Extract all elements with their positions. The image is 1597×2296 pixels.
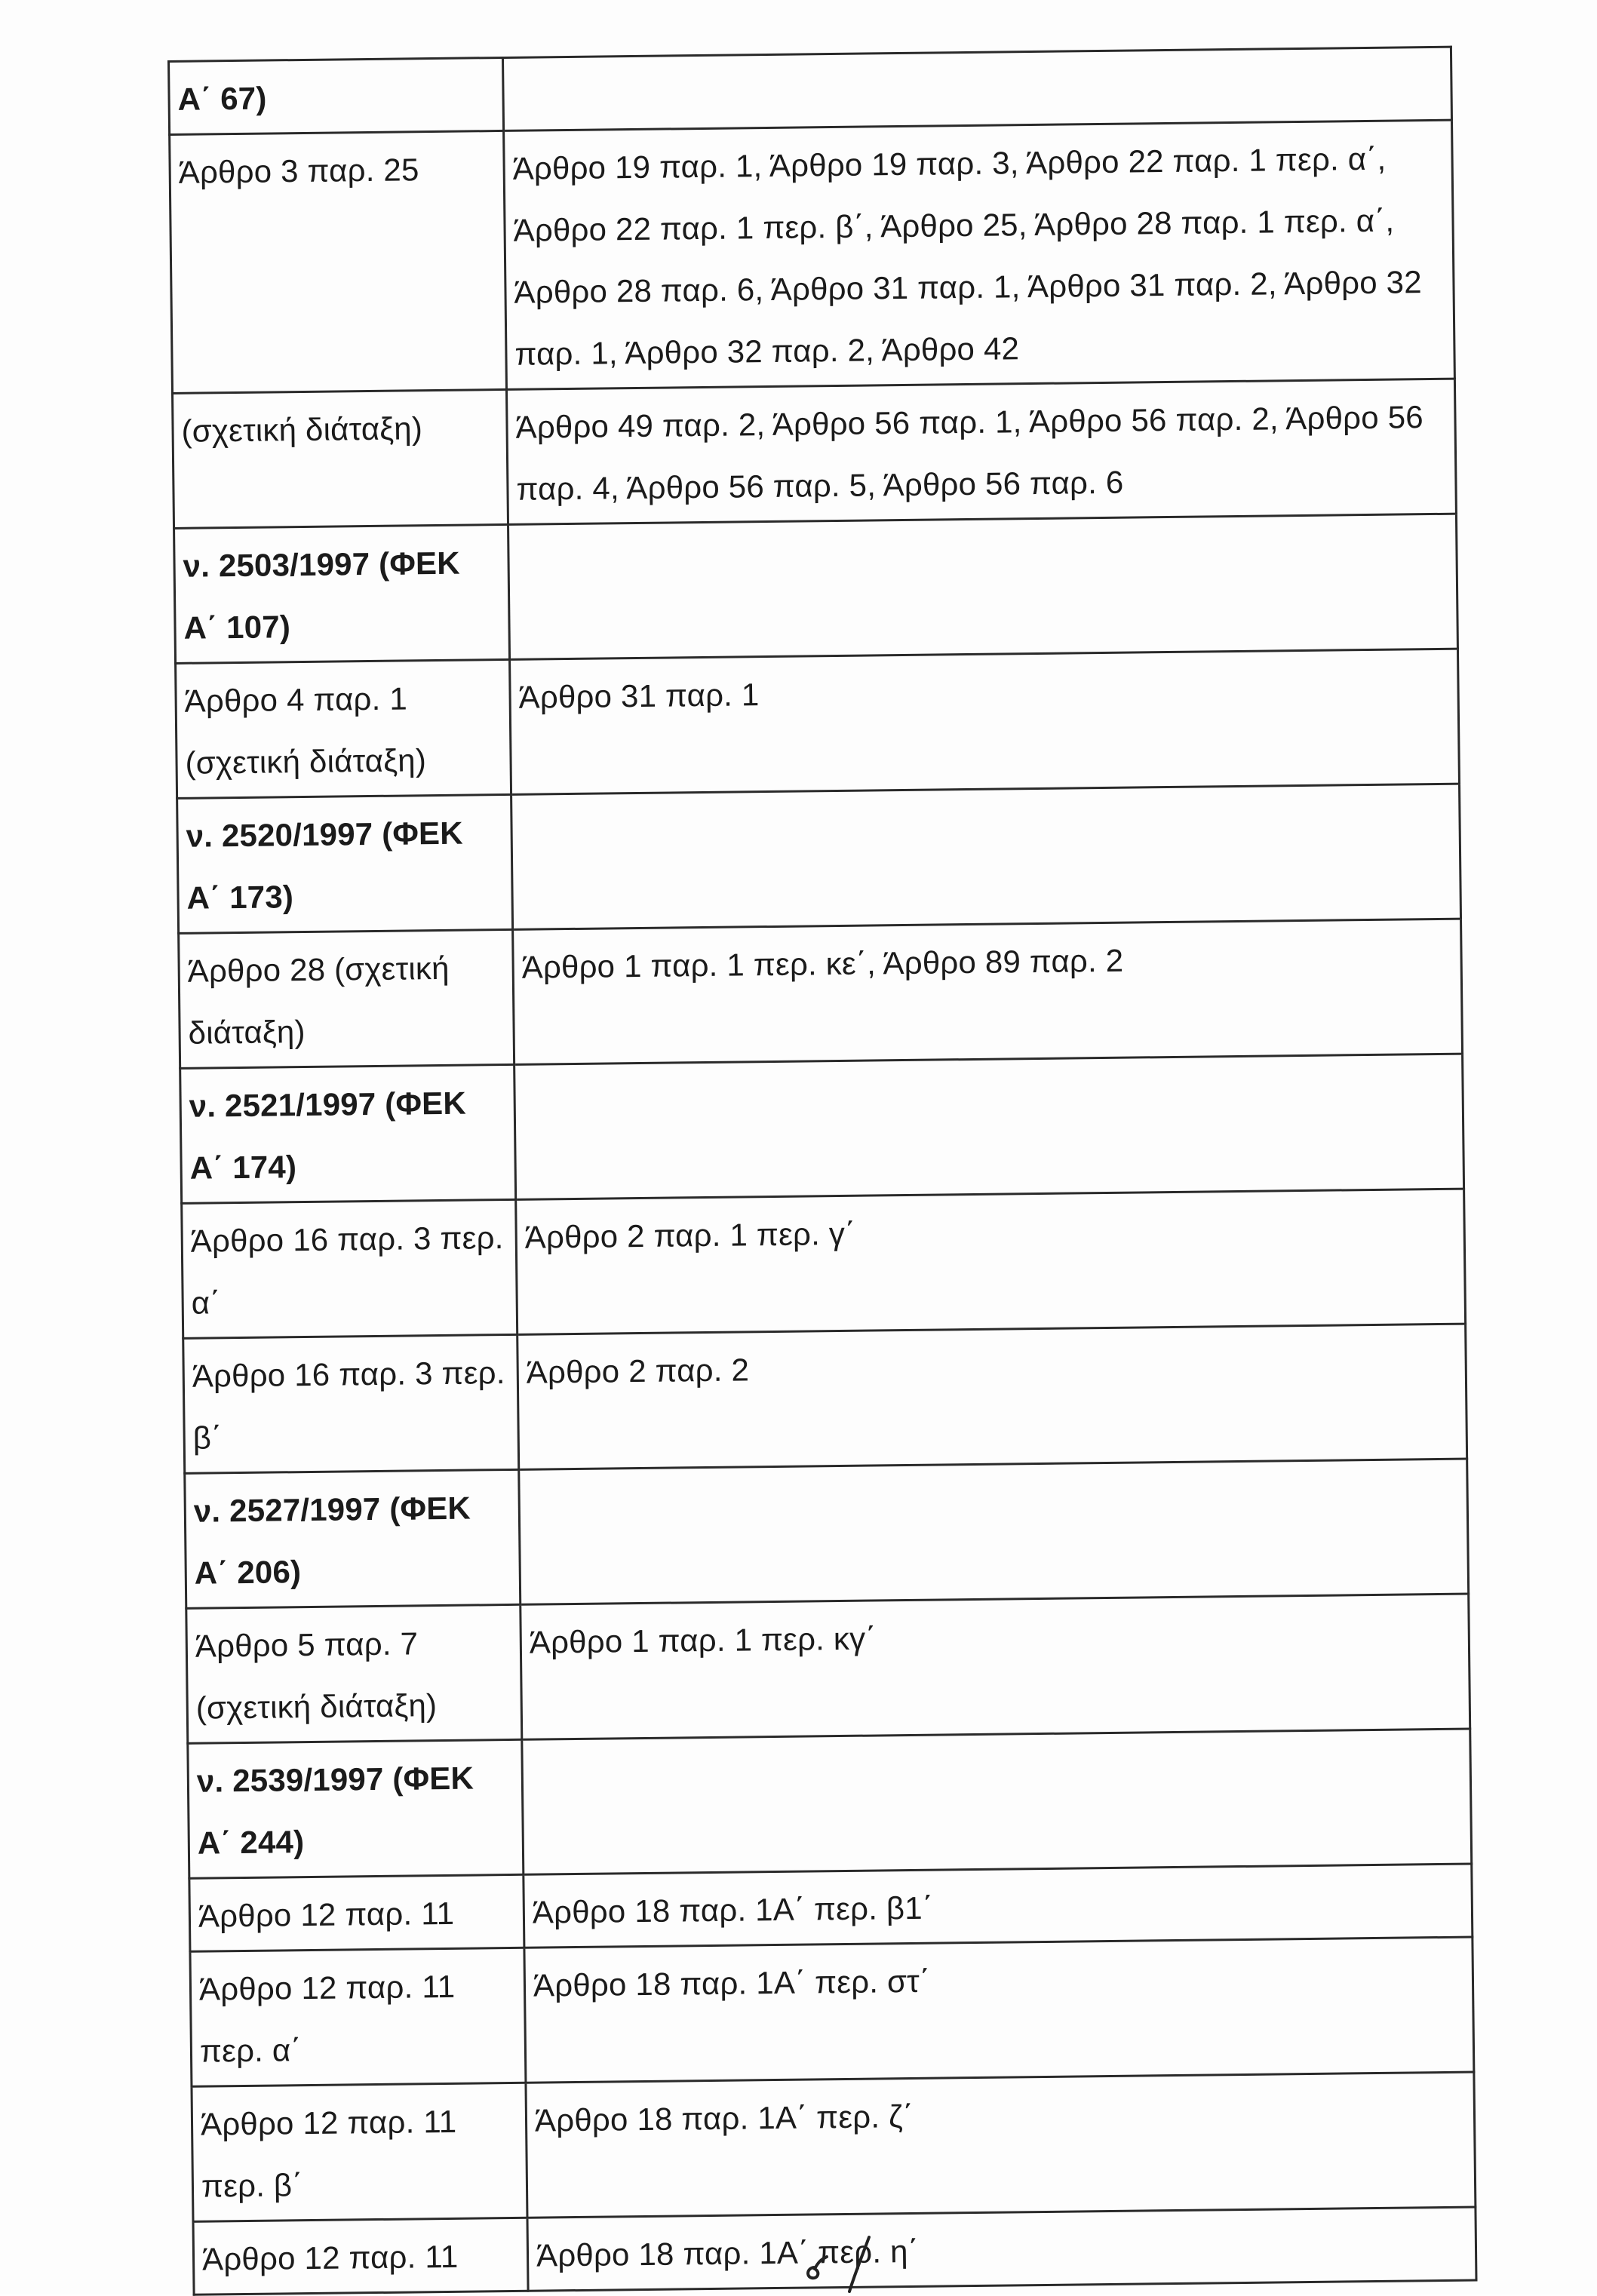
article-reference-cell: Άρθρο 19 παρ. 1, Άρθρο 19 παρ. 3, Άρθρο 22 παρ. 1 περ. α΄, Άρθρο 22 παρ. 1 περ. β΄, Άρθρο 25, Άρθρο 28 παρ. 1 περ. α΄, Άρθρο 28 παρ. 6, Άρθρο 31 παρ. 1, Άρθρο 31 παρ. 2, Άρθρο 32 παρ. 1, Άρθρο 32 παρ. 2, Άρθρο 42 [504, 120, 1455, 389]
source-article-cell: Άρθρο 4 παρ. 1 (σχετική διάταξη) [176, 659, 511, 798]
table-row [174, 514, 1458, 663]
article-reference-cell: Άρθρο 1 παρ. 1 περ. κγ΄ [521, 1594, 1470, 1739]
table-row [183, 1324, 1467, 1473]
article-reference-cell: Άρθρο 18 παρ. 1Α΄ περ. ζ΄ [526, 2072, 1476, 2218]
source-article-cell: Άρθρο 28 (σχετική διάταξη) [179, 929, 514, 1068]
law-reference-cell: ν. 2521/1997 (ΦΕΚ Α΄ 174) [180, 1064, 516, 1203]
source-article-cell: Άρθρο 16 παρ. 3 περ. β΄ [183, 1334, 519, 1473]
article-reference-cell [514, 1054, 1464, 1199]
table-row [170, 120, 1455, 393]
table-row [180, 1054, 1464, 1203]
article-reference-cell [508, 514, 1458, 659]
source-article-cell: Άρθρο 16 παρ. 3 περ. α΄ [182, 1199, 517, 1338]
table-row [173, 379, 1457, 528]
table-row [176, 649, 1460, 798]
law-reference-cell: ν. 2527/1997 (ΦΕΚ Α΄ 206) [185, 1469, 521, 1608]
law-reference-cell: Α΄ 67) [169, 57, 504, 134]
table-row [169, 47, 1452, 134]
table-row [179, 919, 1463, 1068]
article-reference-cell: Άρθρο 2 παρ. 1 περ. γ΄ [516, 1189, 1466, 1334]
article-reference-cell: Άρθρο 31 παρ. 1 [510, 649, 1460, 794]
article-reference-cell: Άρθρο 2 παρ. 2 [517, 1324, 1467, 1469]
table-row [189, 1864, 1473, 1951]
source-article-cell: Άρθρο 12 παρ. 11 [193, 2218, 528, 2294]
source-article-cell: Άρθρο 12 παρ. 11 περ. β΄ [192, 2083, 527, 2221]
table-row [186, 1594, 1470, 1743]
table-row [177, 784, 1461, 933]
source-article-cell: Άρθρο 12 παρ. 11 περ. α΄ [190, 1948, 526, 2086]
table-row [185, 1459, 1469, 1608]
source-article-cell: Άρθρο 12 παρ. 11 [189, 1874, 524, 1951]
article-reference-cell: Άρθρο 1 παρ. 1 περ. κε΄, Άρθρο 89 παρ. 2 [513, 919, 1463, 1064]
article-reference-cell [522, 1729, 1472, 1874]
article-reference-cell: Άρθρο 18 παρ. 1Α΄ περ. β1΄ [524, 1864, 1473, 1948]
handwritten-slash [849, 2237, 869, 2291]
article-reference-cell: Άρθρο 18 παρ. 1Α΄ περ. η΄ [527, 2207, 1476, 2291]
source-article-cell: Άρθρο 5 παρ. 7 (σχετική διάταξη) [186, 1604, 522, 1743]
law-reference-cell: ν. 2503/1997 (ΦΕΚ Α΄ 107) [174, 524, 510, 663]
table-row [190, 1937, 1474, 2086]
table-row [192, 2072, 1476, 2221]
article-reference-cell [511, 784, 1461, 929]
correspondence-table [167, 46, 1478, 2296]
law-reference-cell: ν. 2520/1997 (ΦΕΚ Α΄ 173) [177, 794, 513, 933]
article-reference-cell: Άρθρο 49 παρ. 2, Άρθρο 56 παρ. 1, Άρθρο 56 παρ. 2, Άρθρο 56 παρ. 4, Άρθρο 56 παρ. 5, Άρθρο 56 παρ. 6 [506, 379, 1456, 524]
handwritten-page-number [785, 2233, 905, 2293]
article-reference-cell: Άρθρο 18 παρ. 1Α΄ περ. στ΄ [524, 1937, 1474, 2083]
article-reference-cell [519, 1459, 1469, 1604]
source-article-cell: Άρθρο 3 παρ. 25 [170, 130, 507, 393]
table-row [182, 1189, 1466, 1338]
table-row [188, 1729, 1472, 1878]
source-article-cell: (σχετική διάταξη) [173, 389, 508, 528]
law-reference-cell: ν. 2539/1997 (ΦΕΚ Α΄ 244) [188, 1739, 524, 1878]
handwritten-digit [808, 2257, 827, 2278]
article-reference-cell [502, 47, 1451, 130]
